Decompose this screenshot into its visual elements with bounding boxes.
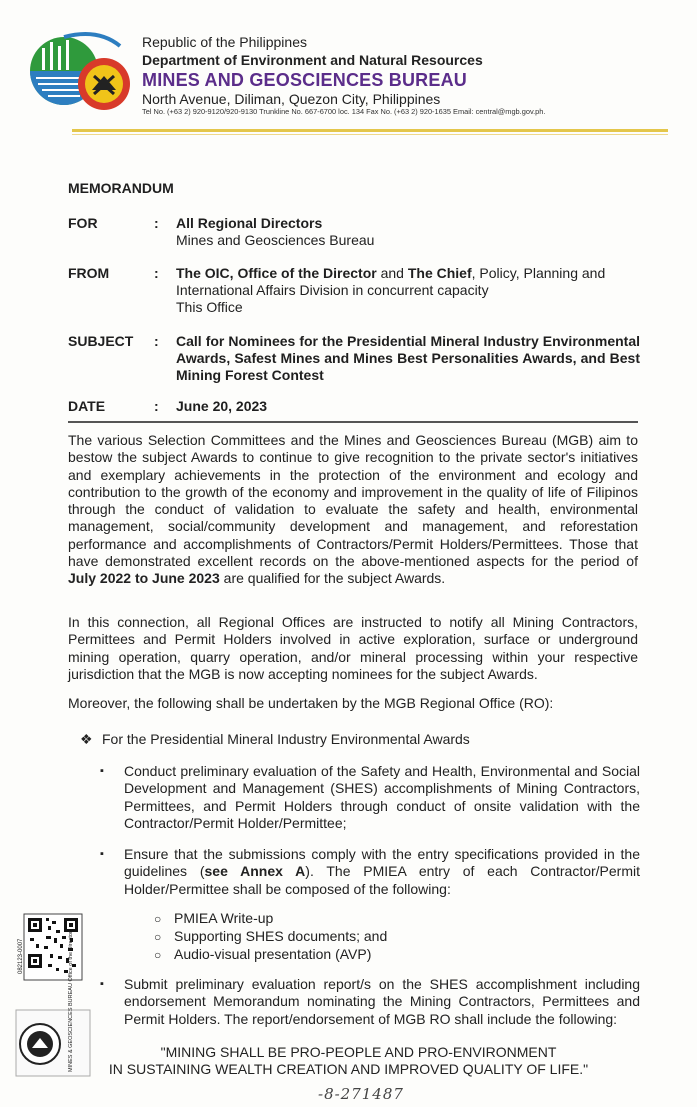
sub-list-item	[154, 910, 273, 928]
sub-list-item	[154, 946, 371, 964]
section-heading	[80, 731, 470, 748]
header-divider-thin	[72, 134, 668, 135]
paragraph-2: In this connection, all Regional Offices are instructed to notify all Mining Contractors, Permittees and Permit Holders involved in active exploration, surface or underground mining operation, quarry operation, and/or mineral processing within your respective jurisdiction that the MGB is now accepting nominees for the subject Awards.	[68, 614, 638, 682]
for-recipient: All Regional Directors	[176, 215, 323, 231]
seal-text: MINES & GEOSCIENCES BUREAU Office of the Director	[68, 931, 74, 1072]
contact-line: Tel No. (+63 2) 920-9120/920-9130 Trunkline No. 667-6700 loc. 134 Fax No. (+63 2) 920-1635 Email: central@mgb.gov.ph.	[142, 107, 546, 116]
bureau-name: MINES AND GEOSCIENCES BUREAU	[142, 70, 467, 90]
bullet-item	[100, 763, 640, 832]
circle-bullet-icon: ○	[154, 948, 162, 962]
memo-title: MEMORANDUM	[68, 180, 174, 196]
footer-motto-line-1: "MINING SHALL BE PRO-PEOPLE AND PRO-ENVIRONMENT	[160, 1044, 557, 1060]
header-divider	[72, 129, 668, 132]
from-sender-1: The OIC, Office of the Director	[176, 265, 377, 281]
date-value: June 20, 2023	[176, 398, 268, 414]
colon: :	[154, 398, 159, 414]
subject-text: Call for Nominees for the Presidential Mineral Industry Environmental Awards, Safest Mines and Mines Best Personalities Awards, and Best Mining Forest Contest	[176, 333, 640, 383]
diamond-bullet-icon: ❖	[80, 731, 93, 747]
section-title: For the Presidential Mineral Industry Environmental Awards	[102, 731, 470, 747]
subject-label: SUBJECT	[68, 333, 134, 349]
paragraph-3: Moreover, the following shall be undertaken by the MGB Regional Office (RO):	[68, 695, 554, 711]
bullet-item	[100, 976, 640, 1028]
annex-reference: see Annex A	[204, 863, 306, 880]
sub-list-item	[154, 928, 387, 946]
paragraph-1	[68, 432, 638, 588]
qr-code-id: 082123-0007	[18, 938, 24, 974]
colon: :	[154, 333, 159, 349]
qr-code-icon	[10, 910, 96, 996]
square-bullet-icon: ▪	[100, 765, 104, 777]
bullet-2-text	[124, 846, 640, 898]
from-sender-2: The Chief	[407, 265, 472, 281]
bullet-1-text: Conduct preliminary evaluation of the Safety and Health, Environmental and Social Development and Management (SHES) accomplishments of Mining Contractors, Permittees, and Permit Holders through conduct of onsite validation with the Contractor/Permit Holder/Permittee;	[124, 763, 640, 831]
sub-item-text: PMIEA Write-up	[174, 910, 274, 926]
square-bullet-icon: ▪	[100, 848, 104, 860]
paragraph-1-text: The various Selection Committees and the Mines and Geosciences Bureau (MGB) aim to bestow the subject Awards to continue to give recognition to the private sector's initiatives and exemplary achievements in the protection of the environment and ecology and contribution to the growth of the economy and improvement in the quality of life of Filipinos through the conduct of validation to evaluate the safety and health, environmental management, social/community development and management, and reforestation performance and accomplishments of Contractors/Permit Holders/Permittees. Those that have demonstrated excellent records on the above-mentioned aspects for the period of	[68, 432, 638, 570]
bullet-3-text: Submit preliminary evaluation report/s on the SHES accomplishment including endorsement Memorandum nominating the Mining Contractors, Permittees and Permit Holders. The report/endorsement of MGB RO shall include the following:	[124, 976, 640, 1027]
circle-bullet-icon: ○	[154, 912, 162, 926]
handwritten-reference: -8-271487	[318, 1085, 404, 1103]
from-office: This Office	[176, 299, 243, 315]
bullet-item	[100, 846, 640, 898]
from-label: FROM	[68, 265, 110, 281]
date-label: DATE	[68, 398, 106, 414]
mgb-denr-logo-icon	[28, 28, 138, 114]
from-and: and	[376, 265, 408, 281]
department-line: Department of Environment and Natural Resources	[142, 52, 483, 68]
from-division: , Policy, Planning and International Affairs Division in concurrent capacity	[176, 265, 606, 298]
paragraph-1-end: are qualified for the subject Awards.	[219, 570, 446, 587]
letterhead	[142, 34, 692, 117]
bullet-2-part-b: ). The PMIEA entry of each Contractor/Permit Holder/Permittee shall be composed of the following:	[124, 863, 641, 897]
colon: :	[154, 215, 159, 231]
circle-bullet-icon: ○	[154, 930, 162, 944]
sub-item-text: Supporting SHES documents; and	[174, 928, 388, 944]
address-line: North Avenue, Diliman, Quezon City, Philippines	[142, 91, 441, 107]
period-bold: July 2022 to June 2023	[68, 570, 220, 587]
memo-header-divider	[68, 421, 638, 423]
footer-motto-line-2: IN SUSTAINING WEALTH CREATION AND IMPROVED QUALITY OF LIFE."	[108, 1061, 589, 1077]
colon: :	[154, 265, 159, 281]
for-organization: Mines and Geosciences Bureau	[176, 232, 375, 248]
bullet-2-part-a: Ensure that the submissions comply with the entry specifications provided in the guidelines (	[124, 846, 640, 880]
for-label: FOR	[68, 215, 98, 231]
republic-line: Republic of the Philippines	[142, 34, 307, 50]
sub-item-text: Audio-visual presentation (AVP)	[174, 946, 372, 962]
square-bullet-icon: ▪	[100, 978, 104, 990]
